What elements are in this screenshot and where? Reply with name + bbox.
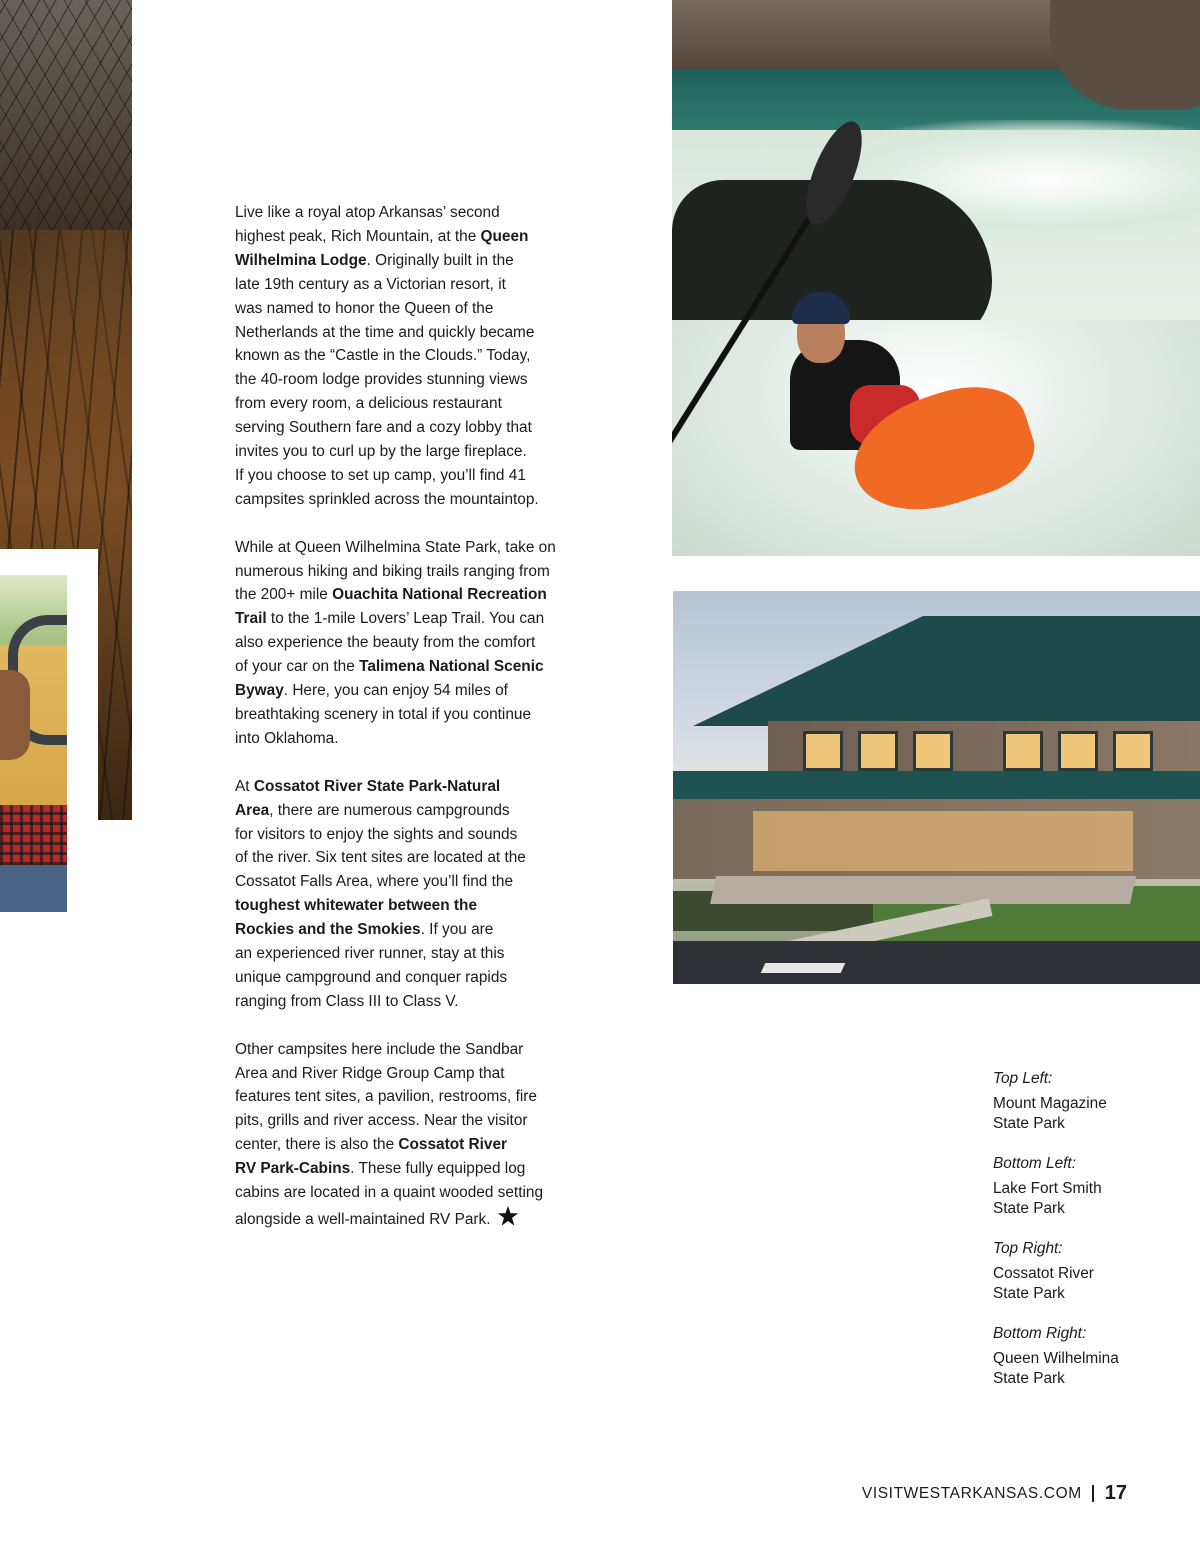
text-line [235,225,595,249]
text-line [235,775,595,799]
lodge-window [803,731,843,771]
caption-line: Cossatot River [993,1265,1094,1282]
body-text: of the river. Six tent sites are located at the [235,849,526,867]
caption-line: State Park [993,1370,1065,1387]
text-line [235,1062,595,1086]
text-line [235,201,595,225]
body-text: invites you to curl up by the large fireplace. [235,443,527,461]
caption-text [993,1179,1193,1219]
bold-text: Cossatot River State Park-Natural [253,777,501,795]
body-text: features tent sites, a pavilion, restrooms, fire [235,1088,537,1106]
caption [993,1324,1193,1389]
text-line [235,321,595,345]
text-line [235,416,595,440]
body-text: from every room, a delicious restaurant [235,395,502,413]
caption [993,1239,1193,1304]
body-text: At [235,777,254,795]
lodge-window [1113,731,1153,771]
caption-label: Bottom Right: [993,1325,1087,1342]
lodge-roof [693,616,1200,726]
body-text: . Originally built in the [366,251,514,269]
text-line [235,344,595,368]
lodge-window [1058,731,1098,771]
caption-text [993,1349,1193,1389]
text-line [235,990,595,1014]
text-line [235,1085,595,1109]
text-line [235,966,595,990]
body-text: cabins are located in a quaint wooded setting [235,1184,544,1202]
body-text: alongside a well-maintained RV Park. [235,1211,491,1229]
text-line [235,631,595,655]
body-text: Live like a royal atop Arkansas’ second [235,204,500,221]
caption-line: Lake Fort Smith [993,1180,1102,1197]
text-line [235,560,595,584]
article-paragraph [235,201,595,512]
body-text: numerous hiking and biking trails ranging from [235,562,550,580]
text-line [235,823,595,847]
lodge-porch-roof [673,771,1200,799]
text-line [235,440,595,464]
bold-text: Trail [235,610,267,628]
body-text: to the 1-mile Lovers’ Leap Trail. You can [266,610,545,628]
text-line [235,870,595,894]
forest-canopy [0,0,132,230]
caption-line: State Park [993,1285,1065,1302]
text-line [235,607,595,631]
body-text: center, there is also the [235,1136,399,1154]
text-line [235,655,595,679]
article-paragraph [235,1038,595,1232]
body-text: breathtaking scenery in total if you continue [235,706,532,724]
bold-text: Cossatot River [398,1136,508,1154]
caption-label: Bottom Left: [993,1155,1076,1172]
caption-line: Mount Magazine [993,1095,1107,1112]
body-text: , there are numerous campgrounds [269,801,510,819]
text-line [235,703,595,727]
body-text: of your car on the [235,658,360,676]
body-text: into Oklahoma. [235,729,339,747]
body-text: late 19th century as a Victorian resort, it [235,275,506,293]
text-line [235,1157,595,1181]
footer-divider [1092,1485,1094,1502]
kayaker-photo [672,0,1200,556]
body-text: unique campground and conquer rapids [235,968,508,986]
caption-text [993,1264,1193,1304]
body-text: for visitors to enjoy the sights and sounds [235,825,518,843]
text-line [235,536,595,560]
text-line [235,273,595,297]
hiker-jeans [0,865,67,912]
lodge-window [913,731,953,771]
bold-text: Wilhelmina Lodge [235,251,367,269]
lodge-window [858,731,898,771]
text-line [235,488,595,512]
body-text: highest peak, Rich Mountain, at the [235,227,481,245]
body-text: While at Queen Wilhelmina State Park, take on [235,538,556,556]
article-body [235,201,595,1256]
text-line [235,1205,595,1232]
body-text: was named to honor the Queen of the [235,299,494,317]
body-text: Cossatot Falls Area, where you’ll find the [235,873,514,891]
text-line [235,368,595,392]
lodge-deck [710,876,1136,904]
text-line [235,392,595,416]
body-text: . If you are [420,921,494,939]
body-text: Other campsites here include the Sandbar [235,1040,524,1058]
bold-text: Talimena National Scenic [359,658,544,676]
text-line [235,679,595,703]
text-line [235,464,595,488]
text-line [235,583,595,607]
body-text: Area and River Ridge Group Camp that [235,1064,505,1082]
lodge-road [673,941,1200,984]
body-text: serving Southern fare and a cozy lobby that [235,419,532,437]
text-line [235,918,595,942]
text-line [235,846,595,870]
body-text: Netherlands at the time and quickly became [235,323,535,341]
bold-text: RV Park-Cabins [235,1160,351,1178]
caption-line: State Park [993,1115,1065,1132]
caption [993,1069,1193,1134]
text-line [235,799,595,823]
text-line [235,297,595,321]
bold-text: toughest whitewater between the [235,897,478,915]
text-line [235,942,595,966]
body-text: ranging from Class III to Class V. [235,992,459,1010]
caption [993,1154,1193,1219]
road-stripe [761,963,846,973]
photo-captions [993,1069,1193,1409]
body-text: If you choose to set up camp, you’ll find 41 [235,466,526,484]
body-text: campsites sprinkled across the mountaintop. [235,490,539,508]
body-text: an experienced river runner, stay at this [235,945,505,963]
hiker-arm [0,670,30,760]
lodge-porch-light [753,811,1133,871]
body-text: known as the “Castle in the Clouds.” Today, [235,347,531,365]
text-line [235,727,595,751]
body-text: pits, grills and river access. Near the visitor [235,1112,528,1130]
bold-text: Ouachita National Recreation [332,586,547,604]
text-line [235,894,595,918]
caption-line: Queen Wilhelmina [993,1350,1119,1367]
lodge-photo [673,591,1200,984]
star-icon [497,1205,519,1227]
bold-text: Queen [480,227,529,245]
bold-text: Area [235,801,270,819]
caption-label: Top Right: [993,1240,1063,1257]
website-url: VISITWESTARKANSAS.COM [861,1484,1082,1502]
page-number: 17 [1104,1482,1127,1504]
caption-line: State Park [993,1200,1065,1217]
text-line [235,249,595,273]
lodge-window [1003,731,1043,771]
article-paragraph [235,536,595,751]
body-text: the 40-room lodge provides stunning views [235,371,528,389]
text-line [235,1109,595,1133]
body-text: . Here, you can enjoy 54 miles of [283,682,508,700]
text-line [235,1038,595,1062]
caption-label: Top Left: [993,1070,1053,1087]
body-text: also experience the beauty from the comfort [235,634,536,652]
body-text: . These fully equipped log [350,1160,526,1178]
page-footer [862,1482,1127,1505]
hiker-photo [0,575,67,912]
body-text: the 200+ mile [235,586,333,604]
hiker-flannel [0,805,67,865]
text-line [235,1181,595,1205]
caption-text [993,1094,1193,1134]
bold-text: Rockies and the Smokies [235,921,421,939]
bold-text: Byway [235,682,284,700]
text-line [235,1133,595,1157]
article-paragraph [235,775,595,1014]
